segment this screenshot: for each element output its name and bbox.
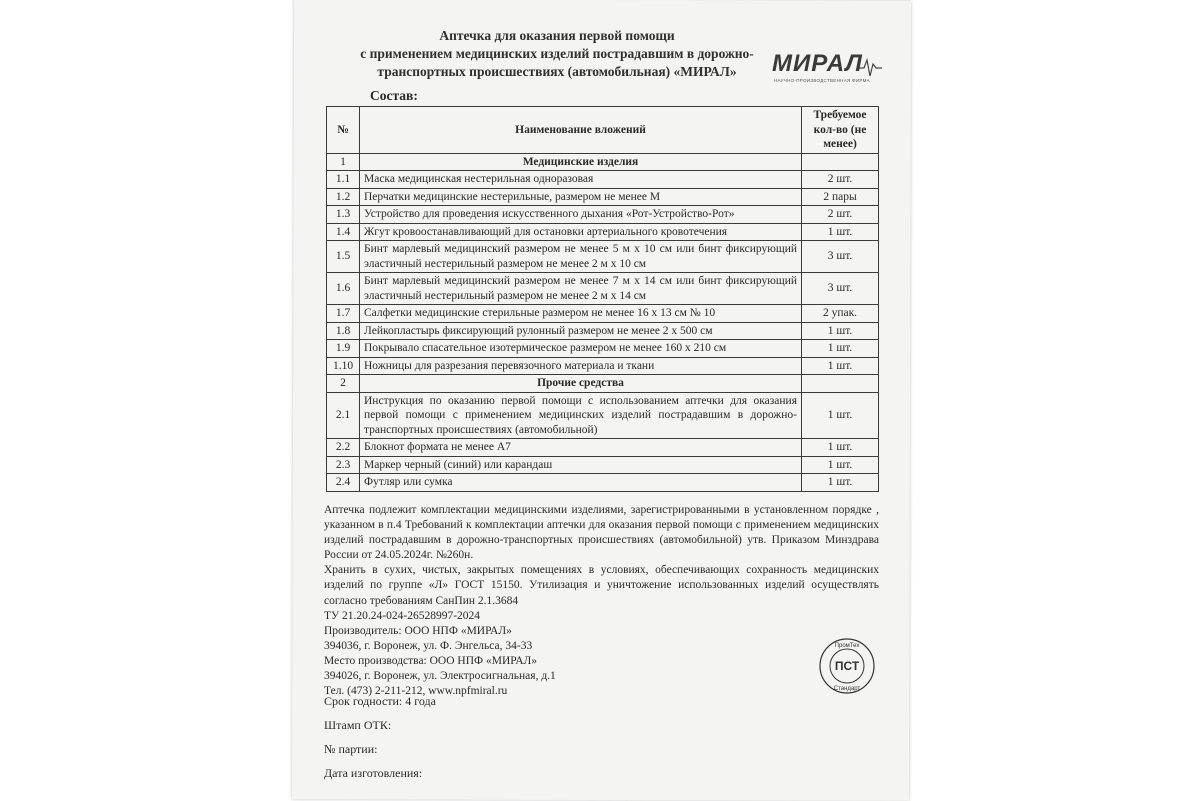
- item-name: Бинт марлевый медицинский размером не менее 5 м х 10 см или бинт фиксирующий эластичный нестерильный размером не менее 2 м х 10 см: [360, 241, 802, 273]
- item-num: 1.7: [327, 305, 360, 323]
- item-num: 2.4: [327, 474, 360, 492]
- item-num: 1.3: [327, 206, 360, 224]
- item-qty: 2 упак.: [802, 305, 879, 323]
- table-row: [327, 241, 879, 273]
- header-qty: Требуемое кол-во (не менее): [802, 107, 879, 154]
- miral-logo: [768, 50, 883, 86]
- table-row: [327, 273, 879, 305]
- item-name: Ножницы для разрезания перевязочного материала и ткани: [360, 357, 802, 375]
- compliance-note: Аптечка подлежит комплектации медицинскими изделиями, зарегистрированными в установленном порядке , указанном в п.4 Требований к комплектации аптечки для оказания первой помощи с применением медицинских изделий пострадавшим в дорожно-транспортных происшествиях (автомобильной) утв. Приказом Минздрава России от 24.05.2024г. №260н.: [324, 504, 879, 562]
- item-num: 1.8: [327, 322, 360, 340]
- item-num: 1.1: [327, 171, 360, 189]
- item-qty: 3 шт.: [802, 273, 879, 305]
- contacts: Тел. (473) 2-211-212, www.npfmiral.ru: [324, 685, 508, 698]
- header-name: Наименование вложений: [360, 107, 802, 154]
- item-name: Жгут кровоостанавливающий для остановки артериального кровотечения: [360, 223, 802, 241]
- table-row: [327, 206, 879, 224]
- table-row: [327, 340, 879, 358]
- item-name: Маркер черный (синий) или карандаш: [360, 456, 802, 474]
- section-title: Прочие средства: [360, 375, 802, 393]
- table-row: [327, 188, 879, 206]
- item-name: Инструкция по оказанию первой помощи с использованием аптечки для оказания первой помощи с применением медицинских изделий пострадавшим в дорожно-транспортных происшествиях (автомобильной): [360, 392, 802, 439]
- batch-field: № партии:: [324, 742, 378, 756]
- manufacture-date-field: Дата изготовления:: [324, 766, 423, 780]
- table-row: [327, 392, 879, 439]
- manufacturer: Производитель: ООО НПФ «МИРАЛ»: [324, 624, 512, 637]
- stamp-center-text: ПСТ: [834, 659, 860, 673]
- item-num: 1.2: [327, 188, 360, 206]
- table-row: [327, 171, 879, 189]
- qc-stamp-field: Штамп ОТК:: [324, 718, 392, 732]
- table-row: [327, 223, 879, 241]
- item-qty: 1 шт.: [802, 392, 879, 439]
- item-num: 2.1: [327, 392, 360, 439]
- footer-notes: [324, 503, 879, 699]
- item-num: 2.2: [327, 439, 360, 457]
- item-qty: 1 шт.: [802, 223, 879, 241]
- title-line-3: транспортных происшествиях (автомобильная) «МИРАЛ»: [377, 64, 737, 79]
- production-address: 394026, г. Воронеж, ул. Электросигнальная, д.1: [324, 670, 556, 683]
- stamp-bottom-text: Стандарт: [833, 686, 861, 692]
- header-num: №: [327, 107, 360, 154]
- table-row: [327, 474, 879, 492]
- item-qty: 2 пары: [802, 188, 879, 206]
- item-qty: 1 шт.: [802, 340, 879, 358]
- stamp-top-text: ПромТех: [834, 643, 860, 649]
- item-name: Покрывало спасательное изотермическое размером не менее 160 х 210 см: [360, 340, 802, 358]
- section-qty-empty: [802, 375, 879, 393]
- item-num: 1.6: [327, 273, 360, 305]
- item-name: Блокнот формата не менее А7: [360, 439, 802, 457]
- table-row: [327, 439, 879, 457]
- label-fields: [324, 694, 436, 790]
- section-row: [327, 375, 879, 393]
- production-site: Место производства: ООО НПФ «МИРАЛ»: [324, 654, 538, 667]
- item-qty: 1 шт.: [802, 322, 879, 340]
- composition-label: Состав:: [370, 88, 418, 103]
- table-header-row: [327, 107, 879, 154]
- item-name: Футляр или сумка: [360, 474, 802, 492]
- table-row: [327, 456, 879, 474]
- section-row: [327, 153, 879, 171]
- shelf-life: Срок годности: 4 года: [324, 694, 436, 708]
- spec-number: ТУ 21.20.24-024-26528997-2024: [324, 609, 481, 622]
- section-qty-empty: [802, 153, 879, 171]
- kit-contents-table: [326, 106, 879, 492]
- item-num: 1.10: [327, 357, 360, 375]
- item-name: Салфетки медицинские стерильные размером не менее 16 х 13 см № 10: [360, 305, 802, 323]
- item-qty: 2 шт.: [802, 206, 879, 224]
- item-num: 1.9: [327, 340, 360, 358]
- item-name: Маска медицинская нестерильная одноразовая: [360, 171, 802, 189]
- item-qty: 2 шт.: [802, 171, 879, 189]
- logo-brand: МИРАЛ: [772, 50, 863, 77]
- table-row: [327, 305, 879, 323]
- table-body: [327, 153, 879, 491]
- logo-tagline: НАУЧНО-ПРОИЗВОДСТВЕННАЯ ФИРМА: [774, 78, 870, 83]
- item-num: 2.3: [327, 456, 360, 474]
- table-row: [327, 357, 879, 375]
- item-num: 1.5: [327, 241, 360, 273]
- item-name: Бинт марлевый медицинский размером не менее 7 м х 14 см или бинт фиксирующий эластичный нестерильный размером не менее 2 м х 14 см: [360, 273, 802, 305]
- manufacturer-address: 394036, г. Воронеж, ул. Ф. Энгельса, 34-33: [324, 639, 533, 652]
- item-name: Перчатки медицинские нестерильные, размером не менее М: [360, 188, 802, 206]
- item-qty: 1 шт.: [802, 456, 879, 474]
- item-qty: 1 шт.: [802, 474, 879, 492]
- section-num: 2: [327, 375, 360, 393]
- section-num: 1: [327, 153, 360, 171]
- item-name: Лейкопластырь фиксирующий рулонный размером не менее 2 х 500 см: [360, 322, 802, 340]
- item-qty: 3 шт.: [802, 241, 879, 273]
- storage-note: Хранить в сухих, чистых, закрытых помещениях в условиях, обеспечивающих сохранность медицинских изделий по группе «Л» ГОСТ 15150. Утилизация и уничтожение использованных изделий осуществлять согласно требованиям СанПин 2.1.3684: [324, 564, 879, 607]
- item-qty: 1 шт.: [802, 357, 879, 375]
- item-num: 1.4: [327, 223, 360, 241]
- certification-stamp-icon: [818, 637, 876, 695]
- title-line-1: Аптечка для оказания первой помощи: [439, 28, 675, 43]
- item-name: Устройство для проведения искусственного дыхания «Рот-Устройство-Рот»: [360, 206, 802, 224]
- title-line-2: с применением медицинских изделий пострадавшим в дорожно-: [360, 46, 754, 61]
- table-row: [327, 322, 879, 340]
- section-title: Медицинские изделия: [360, 153, 802, 171]
- document-title: [322, 27, 792, 81]
- item-qty: 1 шт.: [802, 439, 879, 457]
